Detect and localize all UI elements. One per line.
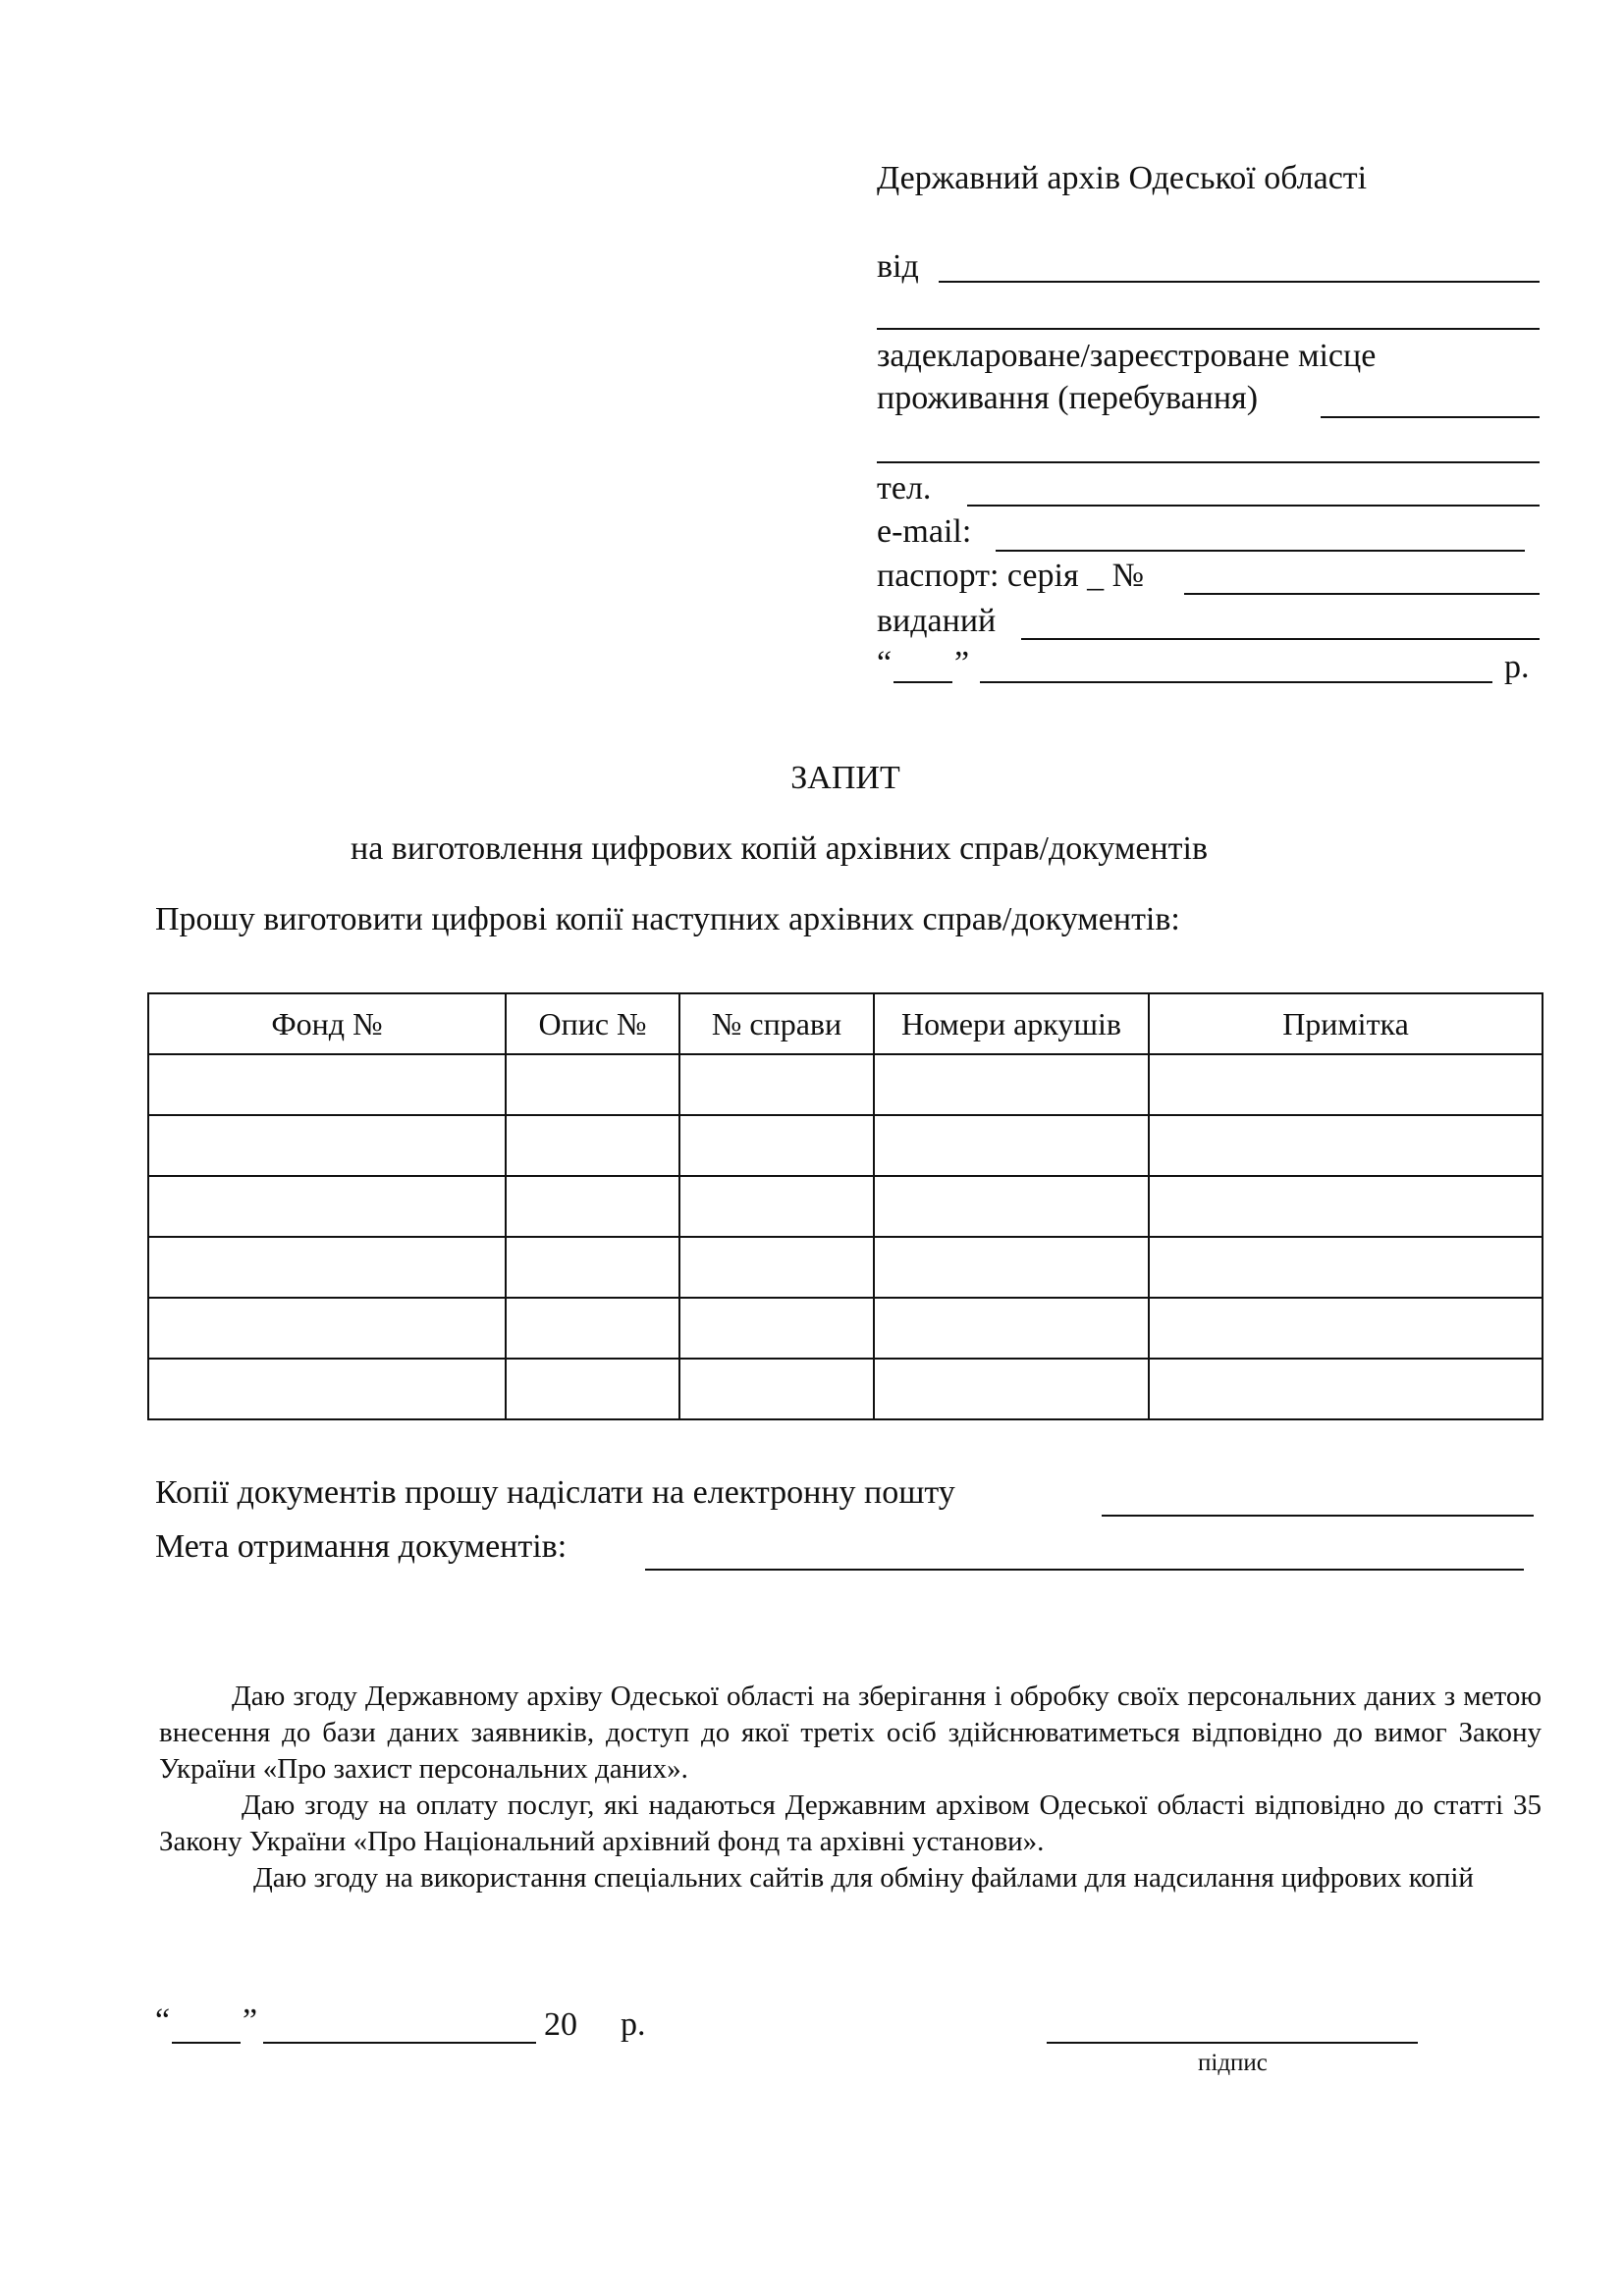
table-cell-fond[interactable] (148, 1115, 506, 1176)
table-header-row (148, 993, 1543, 1054)
table-cell-fond[interactable] (148, 1359, 506, 1419)
date-month-year-field[interactable] (980, 681, 1492, 683)
column-header-note: Примітка (1149, 993, 1543, 1054)
table-cell-note[interactable] (1149, 1176, 1543, 1237)
email-field[interactable] (996, 550, 1525, 552)
table-cell-sheets[interactable] (874, 1298, 1149, 1359)
column-header-fond: Фонд № (148, 993, 506, 1054)
footer-year-prefix: 20 (544, 2006, 577, 2043)
footer-close-quote: ” (243, 2002, 258, 2039)
phone-label: тел. (877, 470, 932, 507)
column-header-opys: Опис № (506, 993, 679, 1054)
footer-month-field[interactable] (263, 2042, 536, 2044)
date-day-field[interactable] (893, 681, 952, 683)
table-cell-sheets[interactable] (874, 1176, 1149, 1237)
date-open-quote: “ (877, 645, 893, 681)
from-label: від (877, 248, 919, 285)
address-field-continued[interactable] (877, 461, 1540, 463)
table-cell-opys[interactable] (506, 1359, 679, 1419)
table-cell-case[interactable] (679, 1176, 874, 1237)
table-cell-opys[interactable] (506, 1054, 679, 1115)
footer-year-suffix: р. (621, 2006, 646, 2043)
table-cell-opys[interactable] (506, 1115, 679, 1176)
date-suffix: р. (1504, 649, 1530, 685)
address-field[interactable] (1321, 416, 1540, 418)
table-cell-case[interactable] (679, 1298, 874, 1359)
table-cell-sheets[interactable] (874, 1054, 1149, 1115)
table-row (148, 1054, 1543, 1115)
phone-field[interactable] (967, 505, 1540, 507)
recipient-title: Державний архів Одеської області (877, 160, 1368, 196)
table-row (148, 1176, 1543, 1237)
table-row (148, 1115, 1543, 1176)
table-cell-case[interactable] (679, 1054, 874, 1115)
email-delivery-label: Копії документів прошу надіслати на електронну пошту (155, 1474, 955, 1511)
table-cell-note[interactable] (1149, 1237, 1543, 1298)
table-cell-note[interactable] (1149, 1115, 1543, 1176)
passport-number-field[interactable] (1184, 593, 1540, 595)
table-cell-note[interactable] (1149, 1298, 1543, 1359)
delivery-email-field[interactable] (1102, 1515, 1534, 1517)
table-cell-sheets[interactable] (874, 1359, 1149, 1419)
from-field-continued[interactable] (877, 328, 1540, 330)
purpose-label: Мета отримання документів: (155, 1528, 568, 1565)
table-cell-fond[interactable] (148, 1298, 506, 1359)
table-cell-note[interactable] (1149, 1359, 1543, 1419)
issued-field[interactable] (1021, 638, 1540, 640)
address-label-line1: задекларoване/зареєстроване місце (877, 338, 1377, 374)
consent-file-sharing: Даю згоду на використання спеціальних сайтів для обміну файлами для надсилання цифрових копій (253, 1862, 1474, 1894)
table-cell-fond[interactable] (148, 1176, 506, 1237)
purpose-field[interactable] (645, 1569, 1524, 1571)
signature-caption: підпис (1198, 2050, 1268, 2076)
footer-year-field[interactable] (583, 2042, 613, 2044)
table-cell-opys[interactable] (506, 1298, 679, 1359)
table-cell-fond[interactable] (148, 1237, 506, 1298)
column-header-sheets: Номери аркушів (874, 993, 1149, 1054)
table-cell-note[interactable] (1149, 1054, 1543, 1115)
signature-field[interactable] (1047, 2042, 1418, 2044)
footer-day-field[interactable] (172, 2042, 241, 2044)
address-label-line2: проживання (перебування) (877, 380, 1259, 416)
issued-label: виданий (877, 603, 997, 639)
passport-label: паспорт: серія _ № (877, 558, 1145, 594)
table-row (148, 1237, 1543, 1298)
consent-personal-data: Даю згоду Державному архіву Одеської області на зберігання і обробку своїх персональних даних з метою внесення до бази даних заявників, доступ до якої третіх осіб здійснюватиметься відповідно до вимог Закону України «Про захист персональних даних». (159, 1681, 1542, 1785)
documents-table (147, 992, 1543, 1420)
table-cell-case[interactable] (679, 1237, 874, 1298)
column-header-case: № справи (679, 993, 874, 1054)
table-row (148, 1359, 1543, 1419)
date-close-quote: ” (954, 645, 970, 681)
table-cell-sheets[interactable] (874, 1237, 1149, 1298)
table-cell-sheets[interactable] (874, 1115, 1149, 1176)
table-cell-case[interactable] (679, 1115, 874, 1176)
table-cell-opys[interactable] (506, 1237, 679, 1298)
table-cell-fond[interactable] (148, 1054, 506, 1115)
footer-open-quote: “ (155, 2002, 171, 2039)
request-intro: Прошу виготовити цифрові копії наступних архівних справ/документів: (155, 901, 1180, 937)
table-cell-case[interactable] (679, 1359, 874, 1419)
from-field[interactable] (939, 281, 1540, 283)
consent-payment: Даю згоду на оплату послуг, які надаються Державним архівом Одеської області відповідно до статті 35 Закону України «Про Національний архівний фонд та архівні установи». (159, 1789, 1542, 1857)
consent-block (159, 1679, 1542, 1896)
email-label: e-mail: (877, 513, 972, 550)
table-cell-opys[interactable] (506, 1176, 679, 1237)
request-subtitle: на виготовлення цифрових копій архівних справ/документів (351, 830, 1208, 867)
request-title: ЗАПИТ (790, 760, 900, 796)
table-row (148, 1298, 1543, 1359)
